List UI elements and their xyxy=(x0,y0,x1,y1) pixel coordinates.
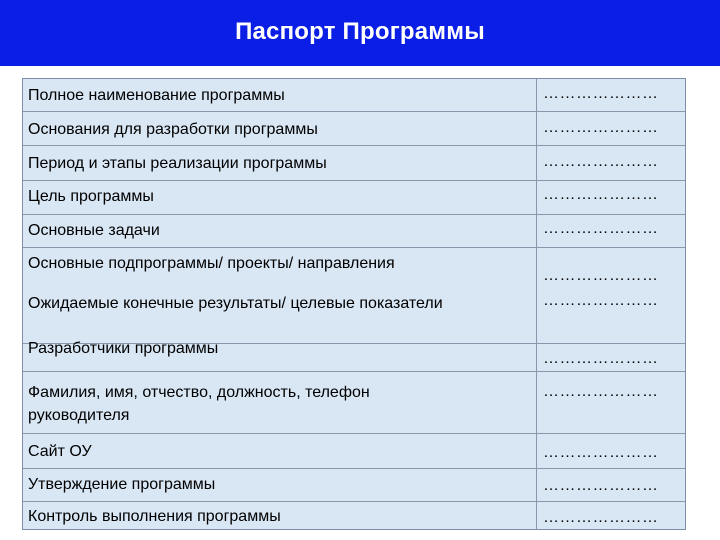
row-value-basis: ………………… xyxy=(543,119,659,136)
row-value-tasks: ………………… xyxy=(543,220,659,237)
row-label-website: Сайт ОУ xyxy=(28,443,92,460)
row-value-control: ………………… xyxy=(543,509,659,526)
row-divider xyxy=(23,371,685,372)
row-value-subprograms: ………………… xyxy=(543,267,659,284)
row-value-developers: ………………… xyxy=(543,350,659,367)
row-label-approval: Утверждение программы xyxy=(28,476,216,493)
row-divider xyxy=(23,180,685,181)
row-value-period: ………………… xyxy=(543,153,659,170)
row-value-expected-results: ………………… xyxy=(543,292,659,309)
row-divider xyxy=(23,433,685,434)
title-bar xyxy=(0,0,720,66)
row-label-subprograms: Основные подпрограммы/ проекты/ направления xyxy=(28,255,395,272)
row-label-developers: Разработчики программы xyxy=(28,340,219,357)
row-value-approval: ………………… xyxy=(543,477,659,494)
row-label-full-name: Полное наименование программы xyxy=(28,87,285,104)
row-value-goal: ………………… xyxy=(543,186,659,203)
row-divider xyxy=(23,247,685,248)
row-label-expected-results: Ожидаемые конечные результаты/ целевые показатели xyxy=(28,295,443,312)
row-value-head-contact: ………………… xyxy=(543,383,659,400)
row-label-period: Период и этапы реализации программы xyxy=(28,155,327,172)
row-label-basis: Основания для разработки программы xyxy=(28,121,318,138)
row-divider xyxy=(23,111,685,112)
row-divider xyxy=(23,468,685,469)
row-label-control: Контроль выполнения программы xyxy=(28,508,281,525)
row-value-full-name: ………………… xyxy=(543,85,659,102)
row-divider xyxy=(23,501,685,502)
row-label-goal: Цель программы xyxy=(28,188,154,205)
column-divider xyxy=(536,79,537,529)
row-label-tasks: Основные задачи xyxy=(28,222,160,239)
program-passport-table xyxy=(22,78,686,530)
row-divider xyxy=(23,145,685,146)
row-value-website: ………………… xyxy=(543,444,659,461)
page-title: Паспорт Программы xyxy=(235,18,485,45)
row-divider xyxy=(23,214,685,215)
row-label-head-contact: Фамилия, имя, отчество, должность, телефон руководителя xyxy=(28,384,370,424)
